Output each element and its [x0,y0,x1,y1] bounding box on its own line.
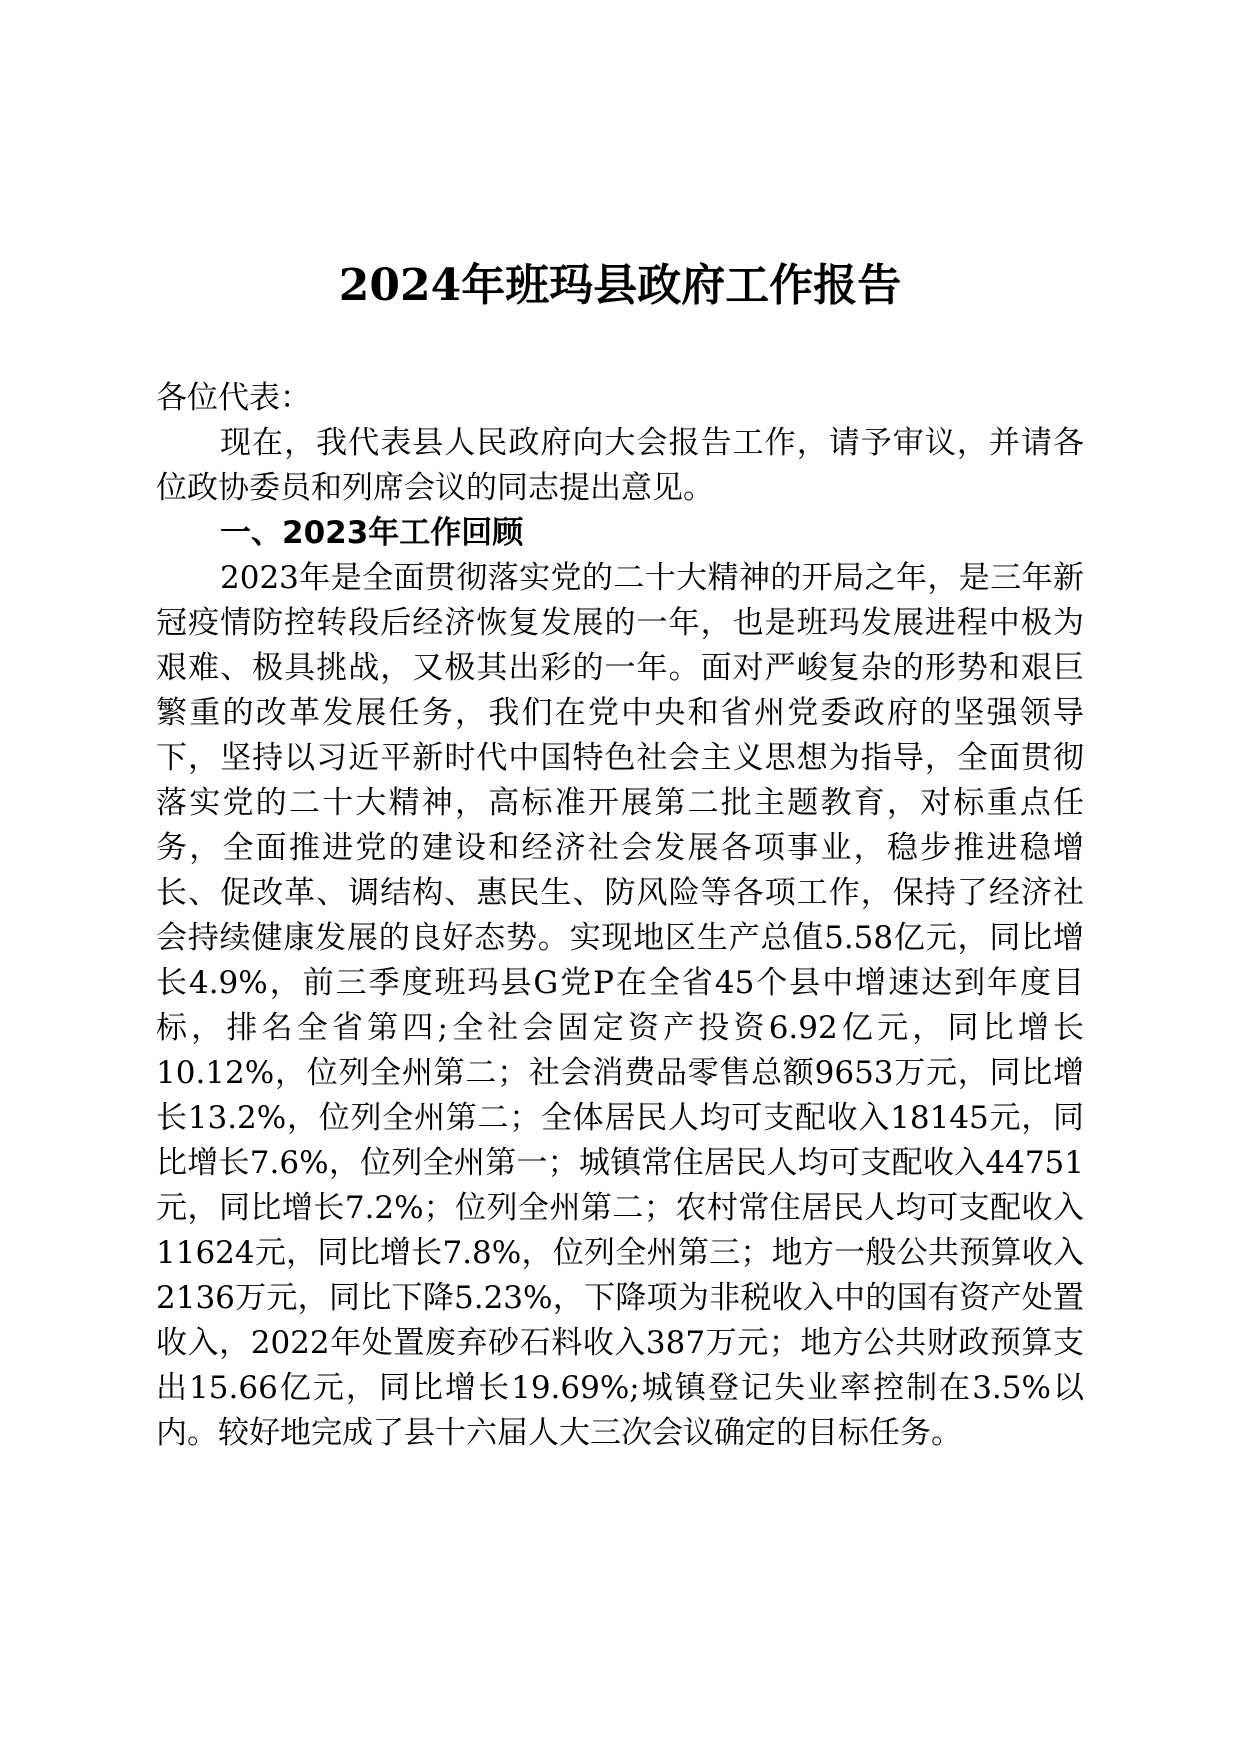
document-title: 2024年班玛县政府工作报告 [338,260,902,311]
review-paragraph: 2023年是全面贯彻落实党的二十大精神的开局之年，是三年新冠疫情防控转段后经济恢复发展的一年，也是班玛发展进程中极为艰难、极具挑战，又极其出彩的一年。面对严峻复杂的形势和艰巨繁重的改革发展任务，我们在党中央和省州党委政府的坚强领导下，坚持以习近平新时代中国特色社会主义思想为指导，全面贯彻落实党的二十大精神，高标准开展第二批主题教育，对标重点任务，全面推进党的建设和经济社会发展各项事业，稳步推进稳增长、促改革、调结构、惠民生、防风险等各项工作，保持了经济社会持续健康发展的良好态势。实现地区生产总值5.58亿元，同比增长4.9%，前三季度班玛县G党P在全省45个县中增速达到年度目标，排名全省第四;全社会固定资产投资6.92亿元，同比增长10.12%，位列全州第二；社会消费品零售总额9653万元，同比增长13.2%，位列全州第二；全体居民人均可支配收入18145元，同比增长7.6%，位列全州第一；城镇常住居民人均可支配收入44751元，同比增长7.2%；位列全州第二；农村常住居民人均可支配收入11624元，同比增长7.8%，位列全州第三；地方一般公共预算收入2136万元，同比下降5.23%，下降项为非税收入中的国有资产处置收入，2022年处置废弃砂石料收入387万元；地方公共财政预算支出15.66亿元，同比增长19.69%;城镇登记失业率控制在3.5%以内。较好地完成了县十六届人大三次会议确定的目标任务。 [156,560,1084,1451]
section-heading: 一、2023年工作回顾 [220,515,524,551]
salutation: 各位代表： [156,380,311,416]
document-body [156,376,1084,1456]
intro-paragraph: 现在，我代表县人民政府向大会报告工作，请予审议，并请各位政协委员和列席会议的同志提出意见。 [156,425,1084,506]
